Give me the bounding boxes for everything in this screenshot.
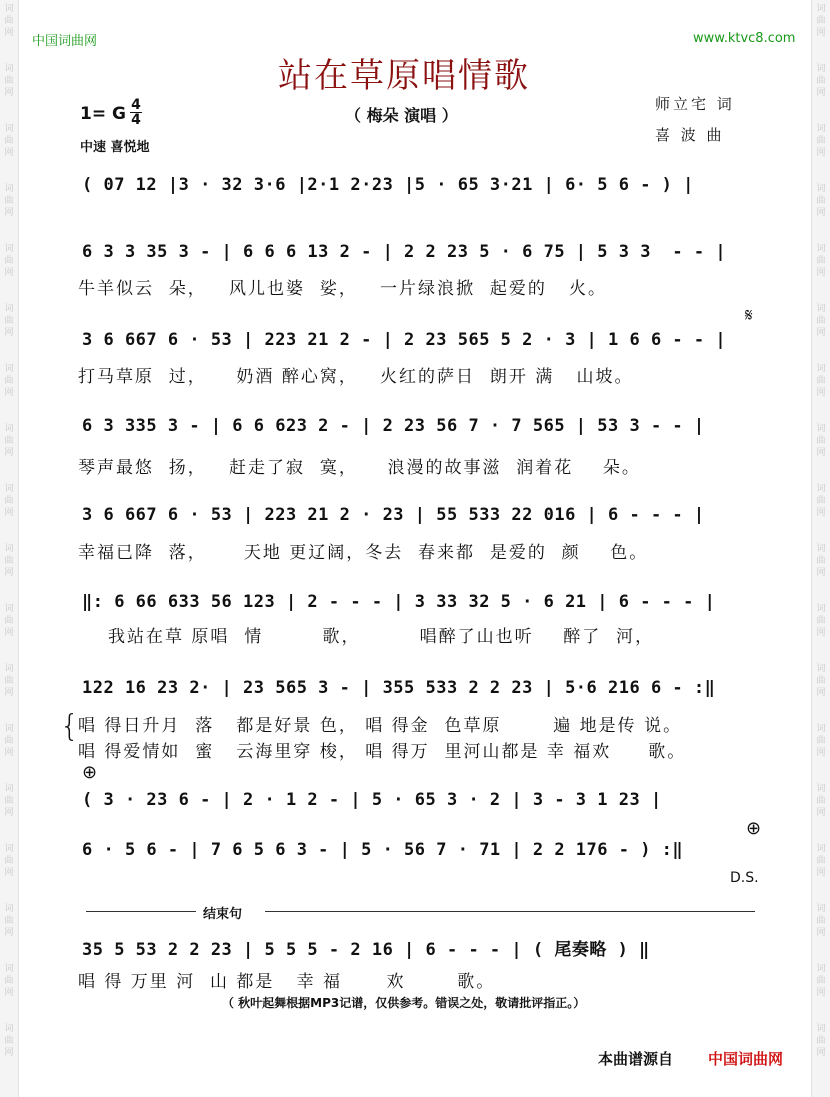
watermark-glyph: 词 [4,724,14,734]
watermark-glyph: 曲 [4,796,14,806]
score-line-7-lyrics-verse-1: 唱 得日升月 落 都是好景 色， 唱 得金 色草原 遍 地是传 说。 [78,716,683,736]
watermark-glyph: 网 [4,148,14,158]
watermark-glyph: 曲 [816,196,826,206]
verse-brace: { [60,709,80,744]
watermark-glyph: 曲 [4,436,14,446]
watermark-glyph: 词 [816,304,826,314]
watermark-glyph: 词 [816,244,826,254]
watermark-glyph: 词 [4,844,14,854]
watermark-glyph: 网 [816,208,826,218]
watermark-glyph: 曲 [4,76,14,86]
watermark-glyph: 网 [4,568,14,578]
transcription-footnote: （ 秋叶起舞根据MP3记谱，仅供参考。错误之处，敬请批评指正。） [222,996,586,1010]
segno-sign-top: 𝄋 [745,305,753,326]
watermark-glyph: 网 [816,268,826,278]
watermark-glyph: 词 [816,484,826,494]
score-line-5-notes: 3 6 667 6 · 53 | 223 21 2 · 23 | 55 533 22 016 | 6 - - - | [82,505,705,525]
watermark-glyph: 曲 [816,1036,826,1046]
watermark-glyph: 网 [4,808,14,818]
watermark-glyph: 词 [4,784,14,794]
site-url-right: www.ktvc8.com [693,31,796,46]
watermark-glyph: 曲 [816,16,826,26]
watermark-glyph: 词 [816,4,826,14]
watermark-glyph: 曲 [816,736,826,746]
watermark-glyph: 词 [4,304,14,314]
watermark-glyph: 词 [816,964,826,974]
watermark-glyph: 曲 [4,556,14,566]
watermark-glyph: 词 [4,484,14,494]
score-line-10-lyrics: 唱 得 万里 河 山 都是 幸 福 欢 歌。 [78,972,496,992]
watermark-glyph: 网 [4,208,14,218]
watermark-glyph: 词 [4,364,14,374]
watermark-glyph: 网 [816,28,826,38]
footer-source-site: 中国词曲网 [708,1050,784,1068]
watermark-glyph: 词 [816,364,826,374]
watermark-glyph: 网 [4,928,14,938]
watermark-glyph: 词 [816,544,826,554]
watermark-glyph: 词 [4,4,14,14]
watermark-glyph: 曲 [816,916,826,926]
watermark-glyph: 词 [4,124,14,134]
score-line-7-lyrics-verse-2: 唱 得爱情如 蜜 云海里穿 梭， 唱 得万 里河山都是 幸 福欢 歌。 [78,742,687,762]
watermark-glyph: 曲 [816,376,826,386]
watermark-glyph: 网 [816,88,826,98]
tempo-marking: 中速 喜悦地 [80,140,150,155]
watermark-glyph: 网 [4,988,14,998]
watermark-glyph: 网 [816,928,826,938]
watermark-glyph: 曲 [4,16,14,26]
time-sig-top: 4 [131,97,141,113]
lyricist-credit: 师立宅 词 [655,95,735,113]
watermark-glyph: 曲 [816,316,826,326]
watermark-glyph: 词 [816,424,826,434]
watermark-glyph: 网 [4,448,14,458]
watermark-glyph: 网 [4,328,14,338]
site-name-left: 中国词曲网 [32,34,98,49]
watermark-glyph: 曲 [816,136,826,146]
watermark-glyph: 曲 [816,436,826,446]
watermark-glyph: 曲 [4,496,14,506]
watermark-glyph: 曲 [4,256,14,266]
watermark-glyph: 网 [816,568,826,578]
score-line-3-lyrics: 打马草原 过， 奶酒 醉心窝， 火红的萨日 朗开 满 山坡。 [78,367,634,387]
score-line-2-lyrics: 牛羊似云 朵， 风儿也婆 娑， 一片绿浪掀 起爱的 火。 [78,279,608,299]
watermark-glyph: 网 [816,388,826,398]
watermark-glyph: 网 [816,748,826,758]
coda-sign-right: ⊕ [746,818,762,839]
watermark-glyph: 网 [4,28,14,38]
watermark-glyph: 网 [4,268,14,278]
ending-label: 结束句 [203,907,243,922]
watermark-glyph: 网 [4,88,14,98]
watermark-glyph: 曲 [4,316,14,326]
watermark-glyph: 曲 [816,676,826,686]
watermark-glyph: 词 [4,424,14,434]
time-signature [130,98,142,127]
coda-sign-left: ⊕ [82,762,98,783]
score-line-2-notes: 6 3 3 35 3 - | 6 6 6 13 2 - | 2 2 23 5 · 6 75 | 5 3 3 - - | [82,242,727,262]
score-line-10-notes: 35 5 53 2 2 23 | 5 5 5 - 2 16 | 6 - - - | ( 尾奏略 ) ‖ [82,940,650,960]
watermark-glyph: 词 [816,64,826,74]
watermark-glyph: 曲 [4,196,14,206]
score-line-8-notes: ( 3 · 23 6 - | 2 · 1 2 - | 5 · 65 3 · 2 | 3 - 3 1 23 | [82,790,662,810]
time-sig-bottom: 4 [131,112,141,128]
watermark-glyph: 曲 [4,976,14,986]
watermark-glyph: 词 [816,1024,826,1034]
watermark-glyph: 网 [816,688,826,698]
watermark-glyph: 词 [4,664,14,674]
score-line-6-notes: ‖: 6 66 633 56 123 | 2 - - - | 3 33 32 5 · 6 21 | 6 - - - | [82,592,716,612]
watermark-glyph: 曲 [816,496,826,506]
watermark-glyph: 网 [816,328,826,338]
score-line-6-lyrics: 我站在草 原唱 情 歌， 唱醉了山也听 醉了 河， [108,627,655,647]
watermark-glyph: 曲 [816,256,826,266]
watermark-glyph: 曲 [4,676,14,686]
watermark-glyph: 网 [816,448,826,458]
score-line-9-notes: 6 · 5 6 - | 7 6 5 6 3 - | 5 · 56 7 · 71 | 2 2 176 - ) :‖ [82,840,684,860]
ending-bracket-left [86,911,196,912]
watermark-glyph: 词 [816,784,826,794]
watermark-glyph: 网 [4,688,14,698]
watermark-glyph: 曲 [4,1036,14,1046]
watermark-glyph: 网 [816,1048,826,1058]
key-signature: 1= G [80,104,126,124]
watermark-glyph: 词 [816,604,826,614]
watermark-glyph: 网 [4,508,14,518]
watermark-glyph: 网 [816,508,826,518]
watermark-glyph: 网 [816,808,826,818]
watermark-glyph: 网 [816,988,826,998]
watermark-glyph: 词 [4,244,14,254]
watermark-glyph: 词 [816,664,826,674]
watermark-glyph: 曲 [816,76,826,86]
score-line-7-notes: 122 16 23 2· | 23 565 3 - | 355 533 2 2 23 | 5·6 216 6 - :‖ [82,678,716,698]
watermark-glyph: 网 [4,628,14,638]
watermark-glyph: 网 [816,628,826,638]
watermark-glyph: 词 [816,844,826,854]
watermark-glyph: 词 [4,964,14,974]
song-title: 站在草原唱情歌 [278,56,530,96]
watermark-glyph: 词 [816,124,826,134]
watermark-glyph: 曲 [4,136,14,146]
watermark-glyph: 网 [4,388,14,398]
watermark-glyph: 曲 [4,856,14,866]
score-line-4-lyrics: 琴声最悠 扬， 赶走了寂 寞， 浪漫的故事滋 润着花 朵。 [78,458,641,478]
watermark-glyph: 网 [816,148,826,158]
watermark-glyph: 词 [816,904,826,914]
watermark-glyph: 词 [4,544,14,554]
score-line-4-notes: 6 3 335 3 - | 6 6 623 2 - | 2 23 56 7 · 7 565 | 53 3 - - | [82,416,705,436]
watermark-glyph: 曲 [816,556,826,566]
watermark-glyph: 网 [4,1048,14,1058]
watermark-glyph: 词 [4,904,14,914]
score-line-3-notes: 3 6 667 6 · 53 | 223 21 2 - | 2 23 565 5 2 · 3 | 1 6 6 - - | [82,330,727,350]
watermark-glyph: 曲 [816,976,826,986]
singer-line: （ 梅朵 演唱 ） [345,106,458,125]
watermark-glyph: 曲 [816,856,826,866]
watermark-glyph: 词 [816,184,826,194]
watermark-glyph: 词 [816,724,826,734]
ending-bracket-right [265,911,755,912]
watermark-glyph: 曲 [816,616,826,626]
watermark-glyph: 词 [4,184,14,194]
watermark-glyph: 曲 [4,736,14,746]
ds-marking: D.S. [730,870,759,886]
watermark-glyph: 网 [4,748,14,758]
watermark-glyph: 网 [4,868,14,878]
footer-source-label: 本曲谱源自 [598,1050,674,1068]
watermark-glyph: 曲 [4,916,14,926]
score-line-5-lyrics: 幸福已降 落， 天地 更辽阔，冬去 春来都 是爱的 颜 色。 [78,543,649,563]
watermark-glyph: 曲 [816,796,826,806]
watermark-glyph: 曲 [4,376,14,386]
watermark-glyph: 曲 [4,616,14,626]
watermark-glyph: 网 [816,868,826,878]
watermark-glyph: 词 [4,604,14,614]
composer-credit: 喜 波 曲 [655,126,725,144]
watermark-glyph: 词 [4,1024,14,1034]
score-line-1-notes: ( 07 12 |3 · 32 3·6 |2·1 2·23 |5 · 65 3·21 | 6· 5 6 - ) | [82,175,694,195]
watermark-glyph: 词 [4,64,14,74]
